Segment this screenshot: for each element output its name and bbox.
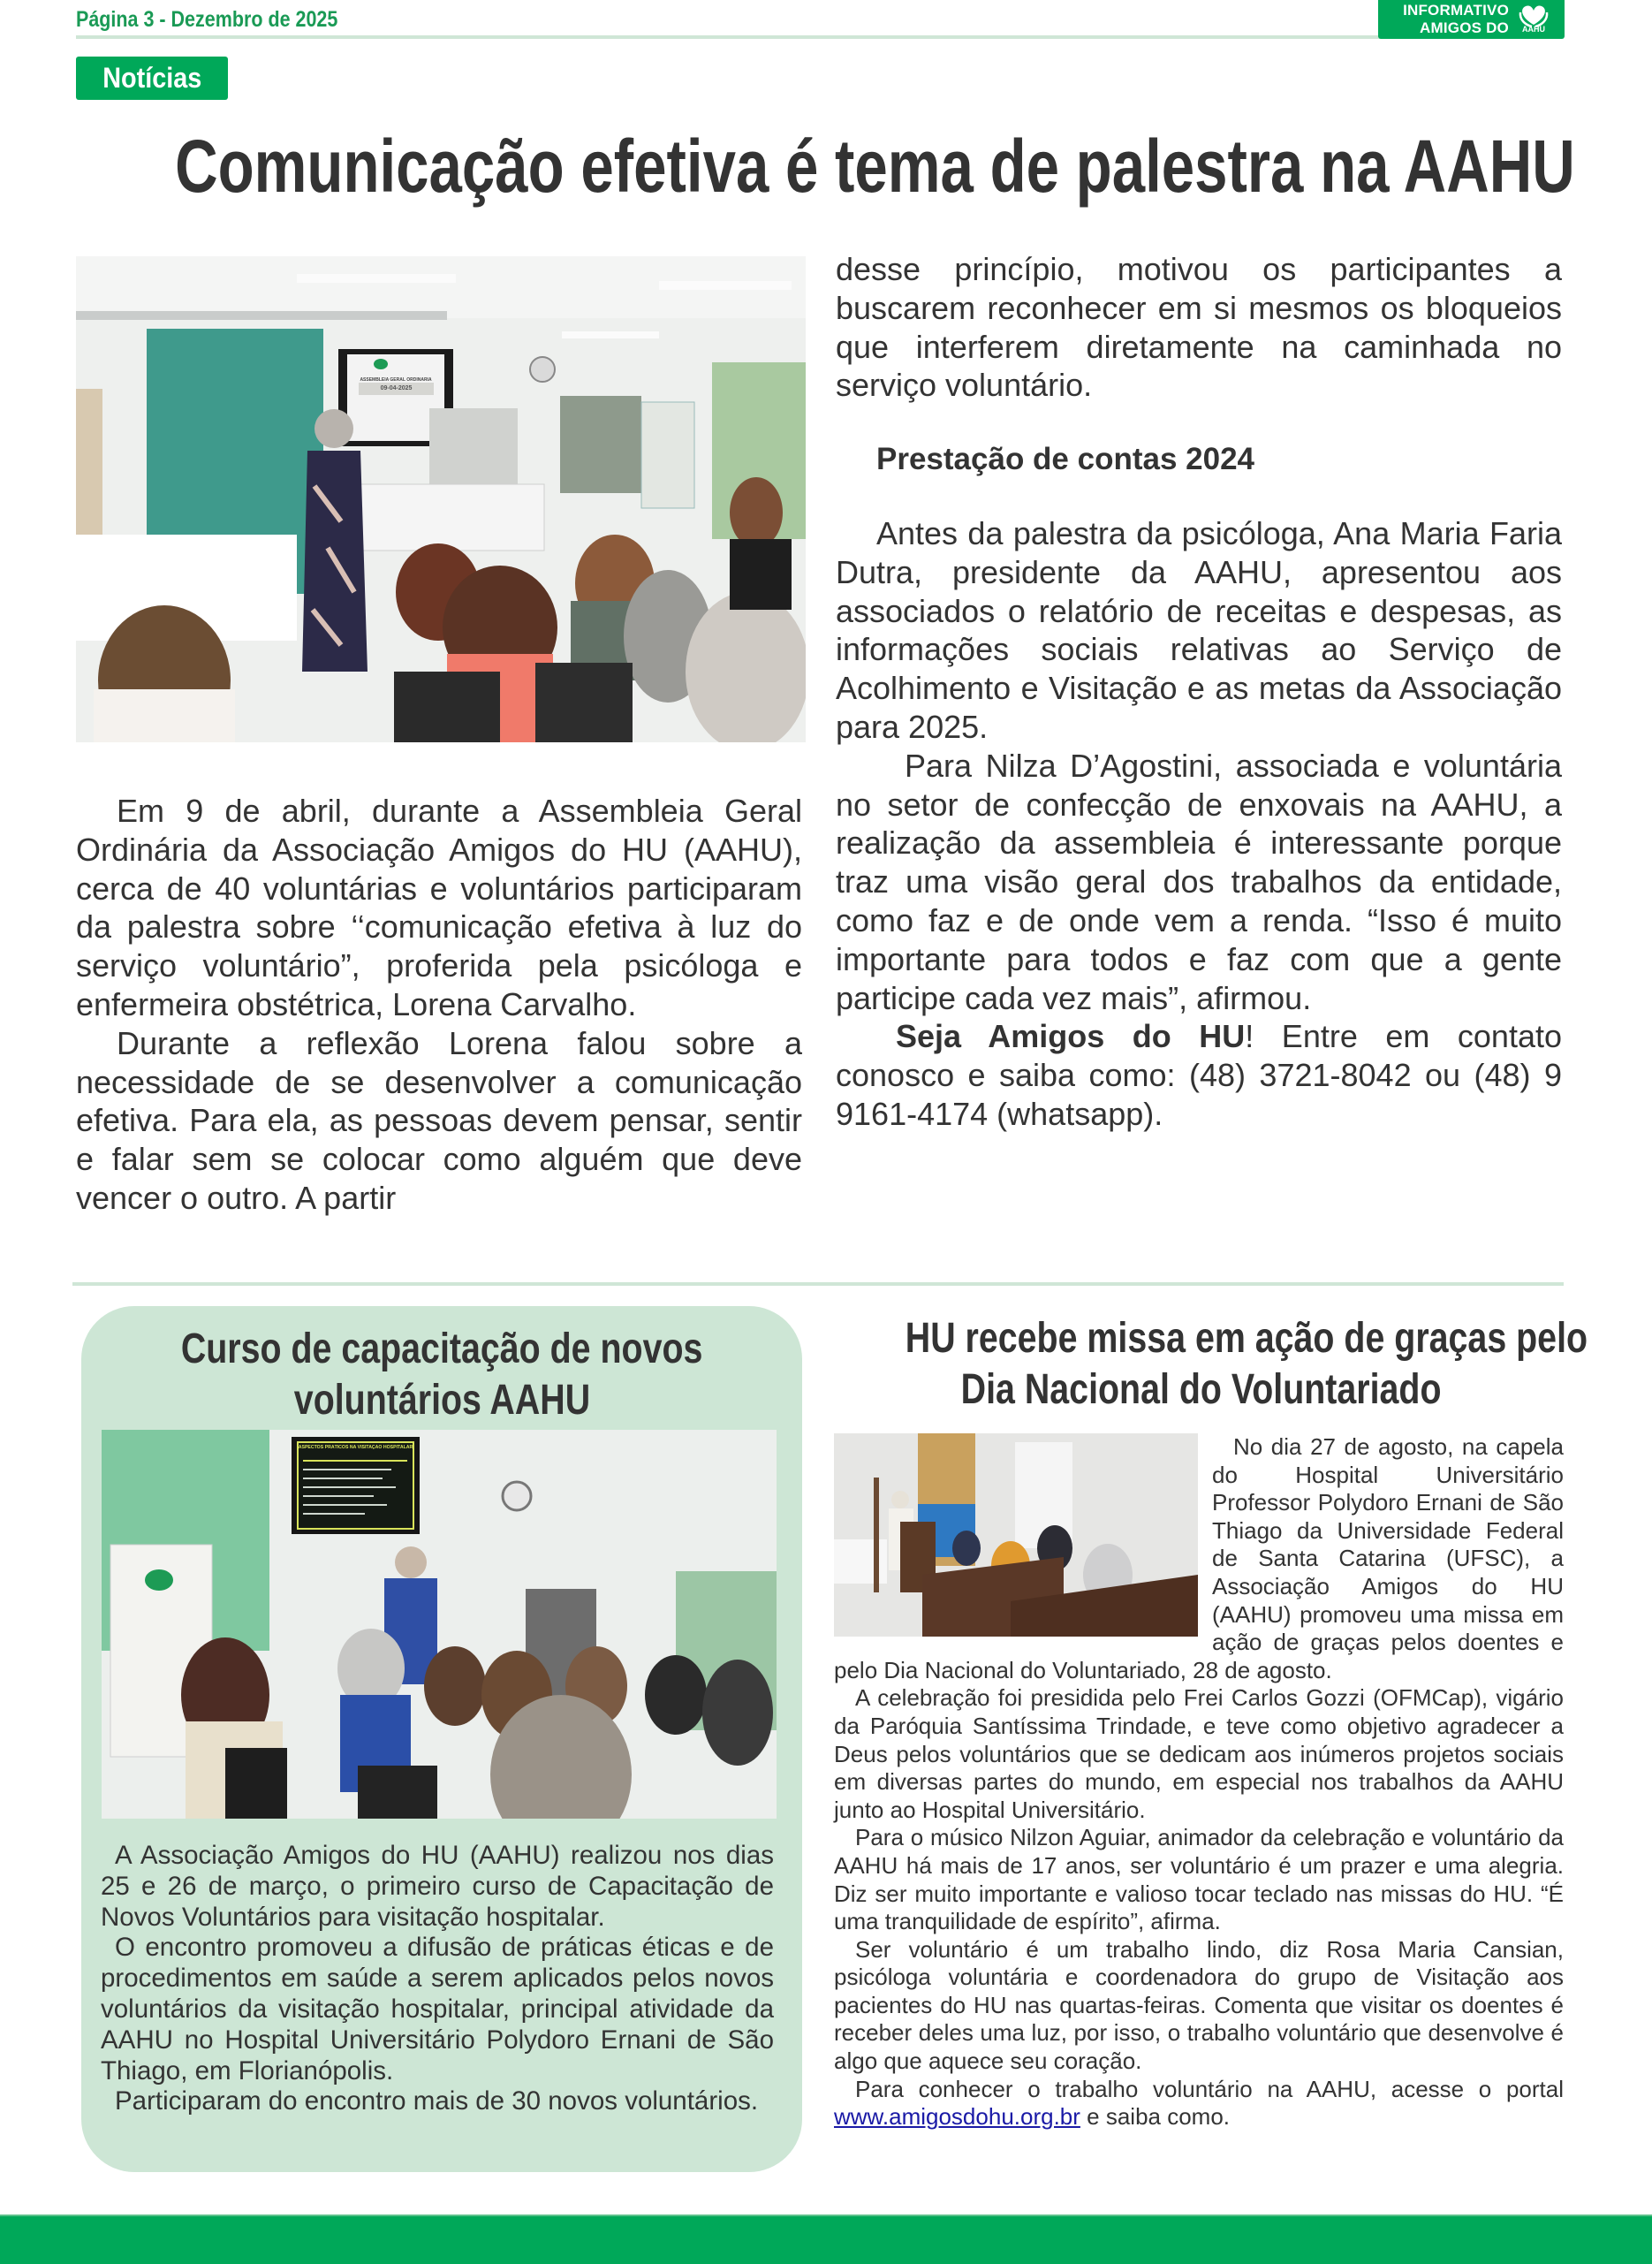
main-paragraph-2: Durante a reflexão Lorena falou sobre a necessidade de se desenvolver a comunicação efetiva. Para ela, as pessoas devem pensar, sentir e falar sem se colocar como alguém que deve vencer o outro. A partir	[76, 1024, 802, 1216]
section-badge	[76, 57, 228, 100]
brand-masthead	[1378, 0, 1565, 54]
course-article-box	[81, 1306, 802, 2172]
page-label: Página 3 - Dezembro de 2025	[76, 7, 338, 32]
course-photo-illustration	[102, 1430, 777, 1819]
footer-bar	[0, 2215, 1652, 2264]
brand-line-1: INFORMATIVO	[1403, 2, 1509, 19]
chapel-photo-illustration	[834, 1433, 1198, 1637]
brand-line-2: AMIGOS DO HU	[1420, 19, 1509, 54]
mass-paragraph-2: A celebração foi presidida pelo Frei Carlos Gozzi (OFMCap), vigário da Paróquia Santíssima Trindade, e teve como objetivo agradecer a Deus pelos voluntários que se dedicam aos inúmeros projetos sociais em diversas partes do mundo, em especial nos trabalhos da AAHU junto ao Hospital Universitário.	[834, 1684, 1564, 1823]
section-divider	[72, 1282, 1564, 1286]
closing-bold: Seja Amigos do HU	[896, 1018, 1246, 1055]
main-paragraph-closing	[836, 1017, 1562, 1133]
course-paragraph-2: O encontro promoveu a difusão de práticas éticas e de procedimentos em saúde a serem aplicados pelos novos voluntários da visitação hospitalar, principal atividade da AAHU no Hospital Universitário Polydoro Ernani de São Thiago, em Florianópolis.	[101, 1933, 774, 2085]
section-badge-label: Notícias	[102, 62, 202, 94]
main-article-title	[0, 124, 1652, 209]
course-title-line-1: Curso de capacitação de novos	[180, 1326, 703, 1372]
course-paragraph-3: Participaram do encontro mais de 30 novos voluntários.	[115, 2086, 759, 2116]
lecture-screen-heading: ASSEMBLEIA GERAL ORDINÁRIA	[360, 377, 432, 383]
course-photo	[102, 1430, 777, 1819]
brand-logo-text: AAHU	[1522, 25, 1545, 34]
main-paragraph-1: Em 9 de abril, durante a Assembleia Geral Ordinária da Associação Amigos do HU (AAHU), cerca de 40 voluntárias e voluntários participaram da palestra sobre ‘‘comunicação efetiva à luz do serviço voluntário”, proferida pela psicóloga e enfermeira obstétrica, Lorena Carvalho.	[76, 793, 802, 1022]
main-article-left-column	[76, 792, 802, 1218]
mass-paragraph-3: Para o músico Nilzon Aguiar, animador da celebração e voluntário da AAHU há mais de 17 anos, ser voluntário é um prazer e uma alegria. Diz ser muito importante e valioso tocar teclado nas missas do HU. “É uma tranquilidade de espírito”, afirma.	[834, 1824, 1564, 1935]
main-paragraph-4: Para Nilza D’Agostini, associada e voluntária no setor de confecção de enxovais na AAHU, a realização da assembleia é interessante porque traz uma visão geral dos trabalhos da entidade, como faz e de onde vem a renda. “Isso é muito importante para todos e faz com que a gente participe cada vez mais”, afirmou.	[836, 747, 1562, 1016]
mass-closing-prefix: Para conhecer o trabalho voluntário na AAHU, acesse o portal	[855, 2075, 1564, 2102]
chapel-photo	[834, 1433, 1198, 1637]
mass-article-title	[830, 1313, 1588, 1416]
closing-contact: ! Entre em contato conosco e saiba como: (48) 3721-8042 ou (48) 9 9161-4174 (whatsapp).	[836, 1018, 1562, 1132]
course-screen-title: ASPECTOS PRÁTICOS NA VISITAÇÃO HOSPITALAR	[298, 1445, 413, 1450]
course-title-line-2: voluntários AAHU	[293, 1377, 590, 1424]
course-article-title	[81, 1324, 802, 1426]
course-paragraph-1: A Associação Amigos do HU (AAHU) realizou nos dias 25 e 26 de março, o primeiro curso de Capacitação de Novos Voluntários para visitação hospitalar.	[101, 1841, 774, 1932]
subheading-prestacao-contas: Prestação de contas 2024	[876, 442, 1255, 477]
main-article-right-column	[836, 250, 1562, 1134]
header-rule	[76, 35, 1383, 39]
mass-article-body	[834, 1433, 1564, 2131]
main-paragraph-3: Antes da palestra da psicóloga, Ana Maria Faria Dutra, presidente da AAHU, apresentou aos associados o relatório de receitas e despesas, as informações sociais relativas ao Serviço de Acolhimento e Visitação e as metas da Associação para 2025.	[836, 514, 1562, 745]
main-paragraph-continued: desse princípio, motivou os participantes a buscarem reconhecer em si mesmos os bloqueios que interferem diretamente na caminhada no serviço voluntário.	[836, 251, 1562, 404]
lecture-photo-illustration	[76, 256, 806, 742]
mass-paragraph-1: No dia 27 de agosto, na capela do Hospital Universitário Professor Polydoro Ernani de São Thiago da Universidade Federal de Santa Catarina (UFSC), a Associação Amigos do HU (AAHU) promoveu uma missa em ação de graças pelos doentes e pelo Dia Nacional do Voluntariado, 28 de agosto.	[834, 1433, 1564, 1683]
brand-text	[1394, 2, 1509, 55]
amigosdohu-website-link[interactable]: www.amigosdohu.org.br	[834, 2103, 1080, 2131]
lecture-photo	[76, 256, 806, 742]
main-article-title-text: Comunicação efetiva é tema de palestra na AAHU	[175, 125, 1575, 208]
lecture-screen-date: 09-04-2025	[380, 385, 413, 391]
mass-paragraph-4: Ser voluntário é um trabalho lindo, diz Rosa Maria Cansian, psicóloga voluntária e coordenadora do grupo de Visitação aos pacientes do HU nas quartas-feiras. Comenta que visitar os doentes é receber deles uma luz, por isso, o trabalho voluntário que desenvolve é algo que aquece seu coração.	[834, 1935, 1564, 2075]
mass-title-line-1: HU recebe missa em ação de graças pelo	[905, 1315, 1588, 1362]
mass-paragraph-closing	[834, 2076, 1564, 2131]
mass-title-line-2: Dia Nacional do Voluntariado	[961, 1366, 1442, 1413]
mass-closing-suffix: e saiba como.	[1080, 2103, 1231, 2131]
course-article-body	[101, 1841, 774, 2117]
